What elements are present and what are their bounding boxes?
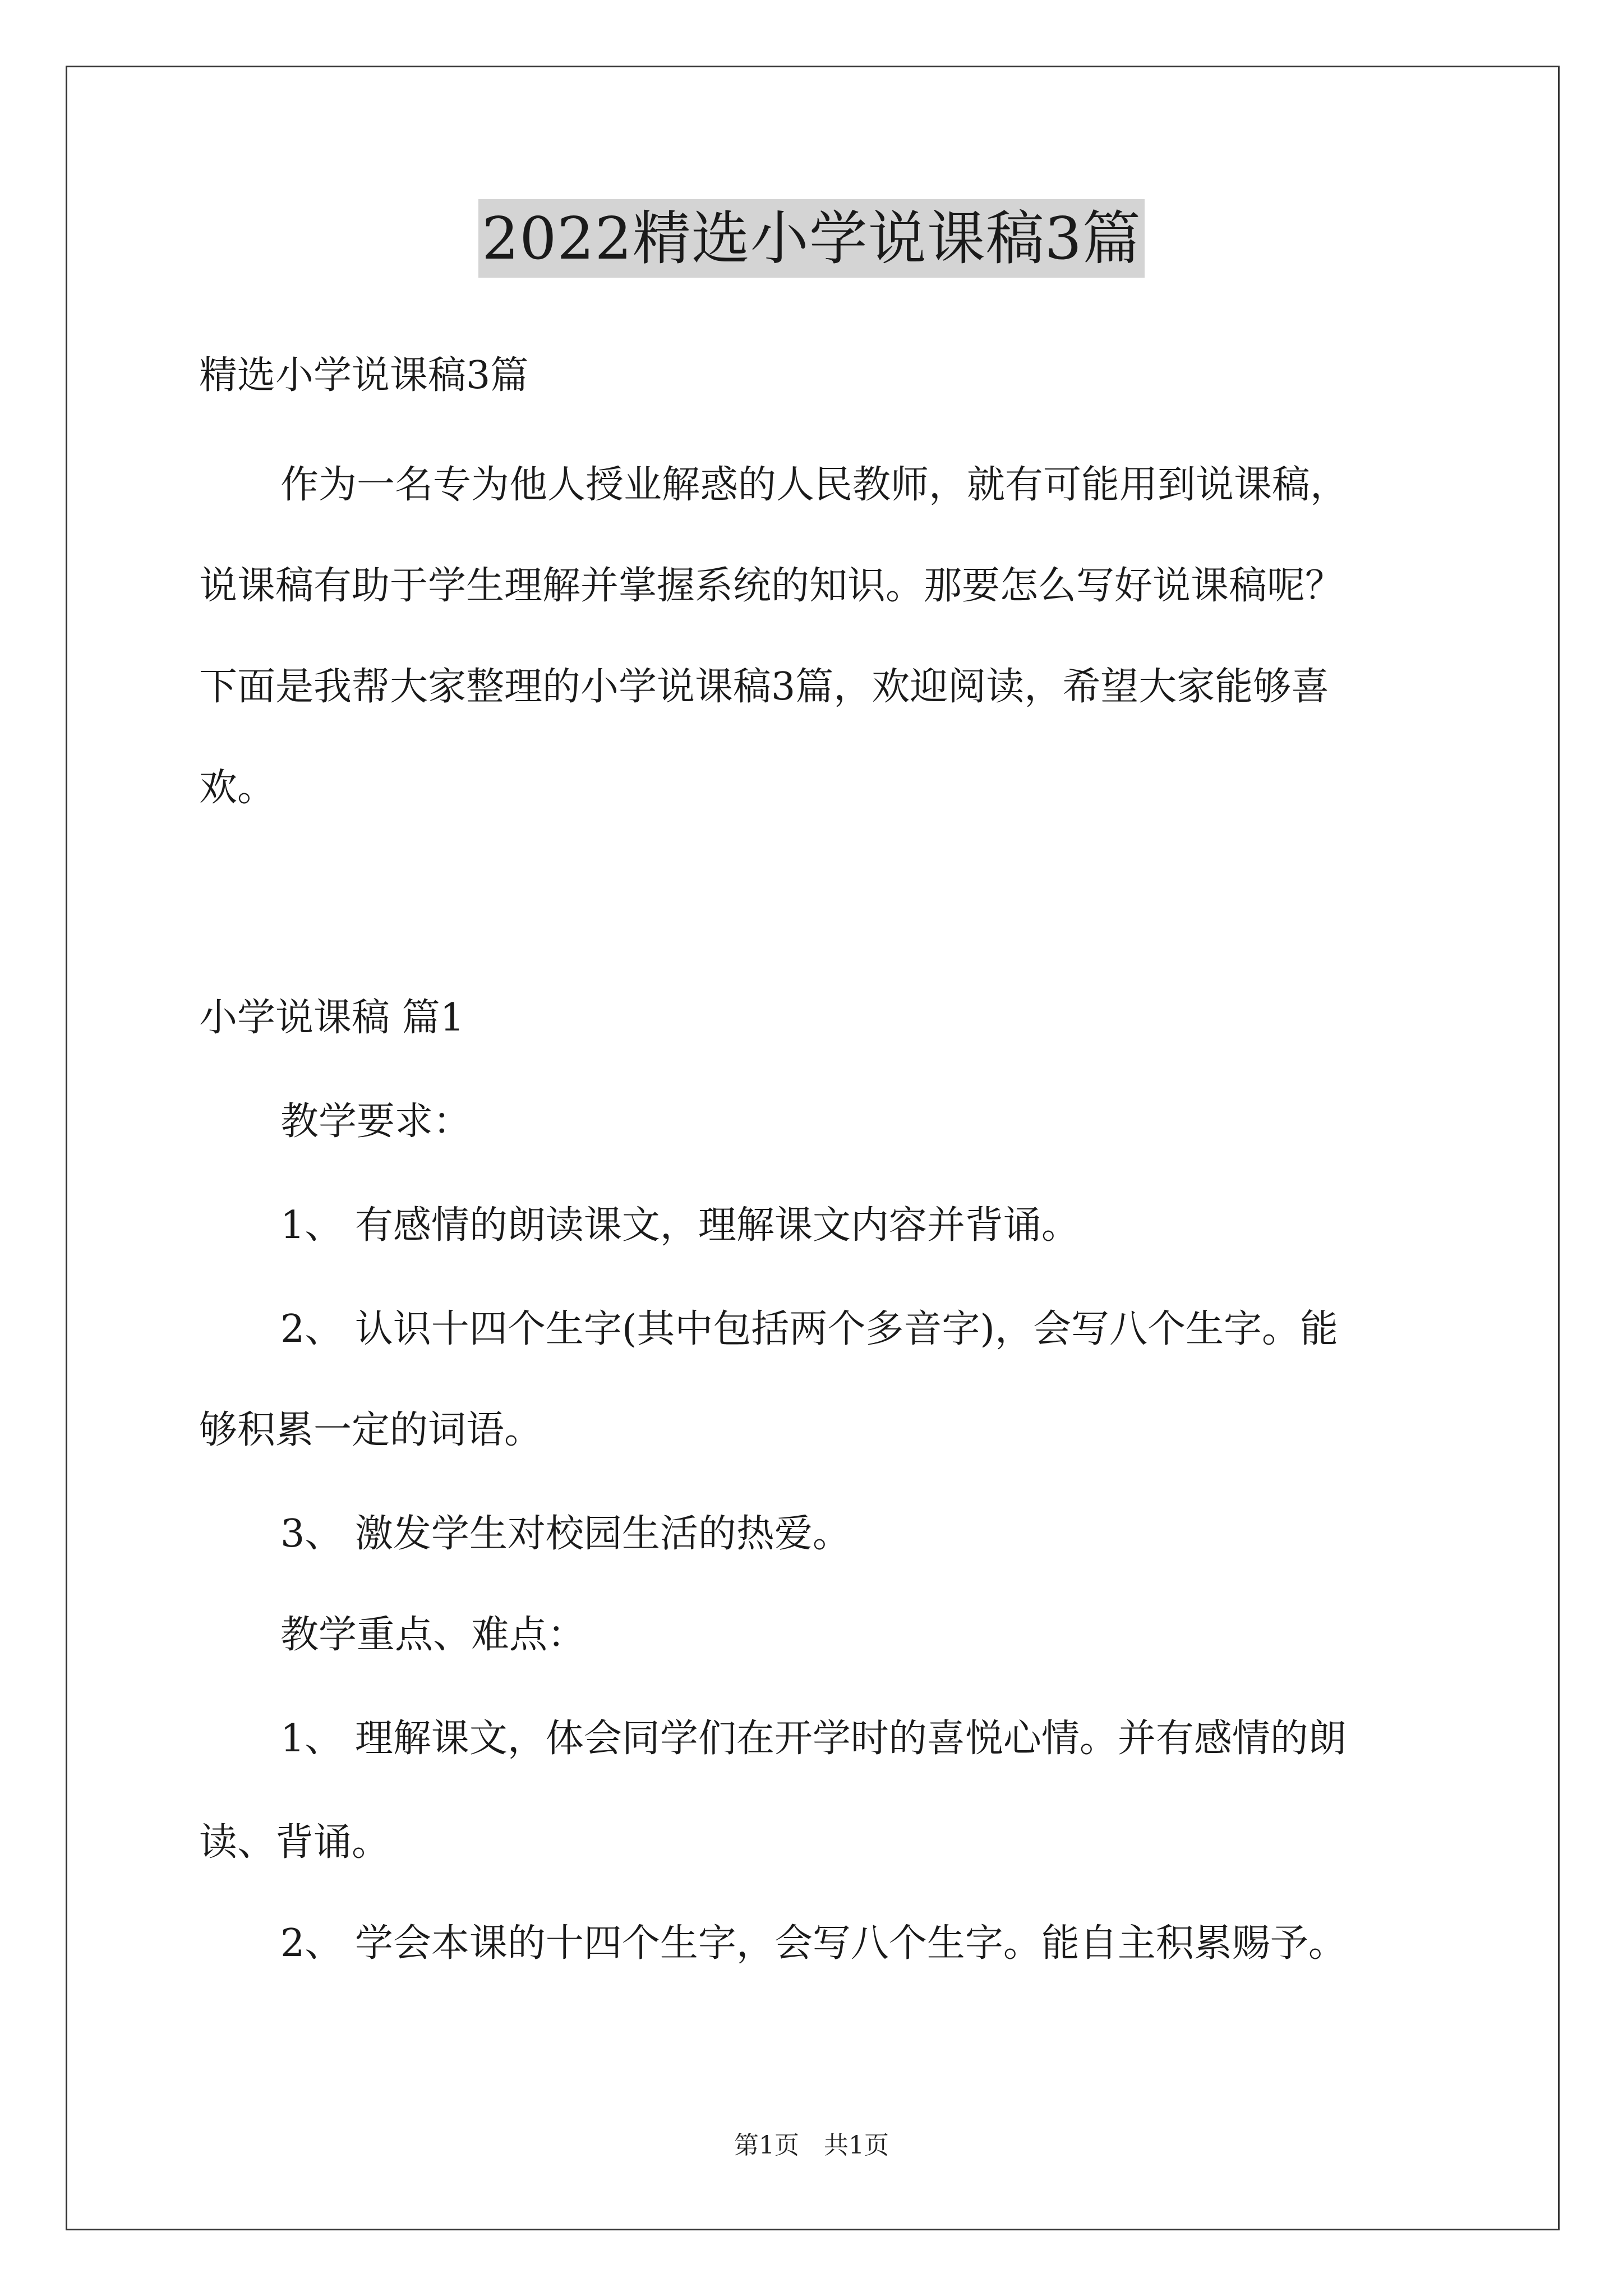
requirement-item-2: 2、 认识十四个生字(其中包括两个多音字)，会写八个生字。能: [280, 1307, 1338, 1351]
subtitle-line: 精选小学说课稿3篇: [199, 353, 529, 398]
document-title: 2022精选小学说课稿3篇: [478, 199, 1145, 278]
requirement-item-3: 3、 激发学生对校园生活的热爱。: [280, 1512, 851, 1556]
intro-line-4: 欢。: [199, 766, 276, 810]
intro-line-2: 说课稿有助于学生理解并掌握系统的知识。那要怎么写好说课稿呢？: [199, 564, 1344, 608]
key-point-item-2: 2、 学会本课的十四个生字，会写八个生字。能自主积累赐予。: [280, 1921, 1347, 1966]
intro-line-3: 下面是我帮大家整理的小学说课稿3篇，欢迎阅读，希望大家能够喜: [199, 665, 1330, 709]
key-point-item-1: 1、 理解课文，体会同学们在开学时的喜悦心情。并有感情的朗: [280, 1717, 1347, 1761]
teaching-requirements-heading: 教学要求：: [280, 1099, 472, 1144]
requirement-item-2-cont: 够积累一定的词语。: [199, 1408, 543, 1452]
intro-line-1: 作为一名专为他人授业解惑的人民教师，就有可能用到说课稿，: [280, 463, 1349, 507]
requirement-item-1: 1、 有感情的朗读课文，理解课文内容并背诵。: [280, 1203, 1080, 1248]
title-container: [0, 199, 1623, 278]
key-points-heading: 教学重点、难点：: [280, 1613, 586, 1657]
section-heading: 小学说课稿 篇1: [199, 996, 464, 1040]
page-footer: 第1页 共1页: [734, 2131, 889, 2160]
key-point-item-1-cont: 读、背诵。: [199, 1820, 390, 1865]
